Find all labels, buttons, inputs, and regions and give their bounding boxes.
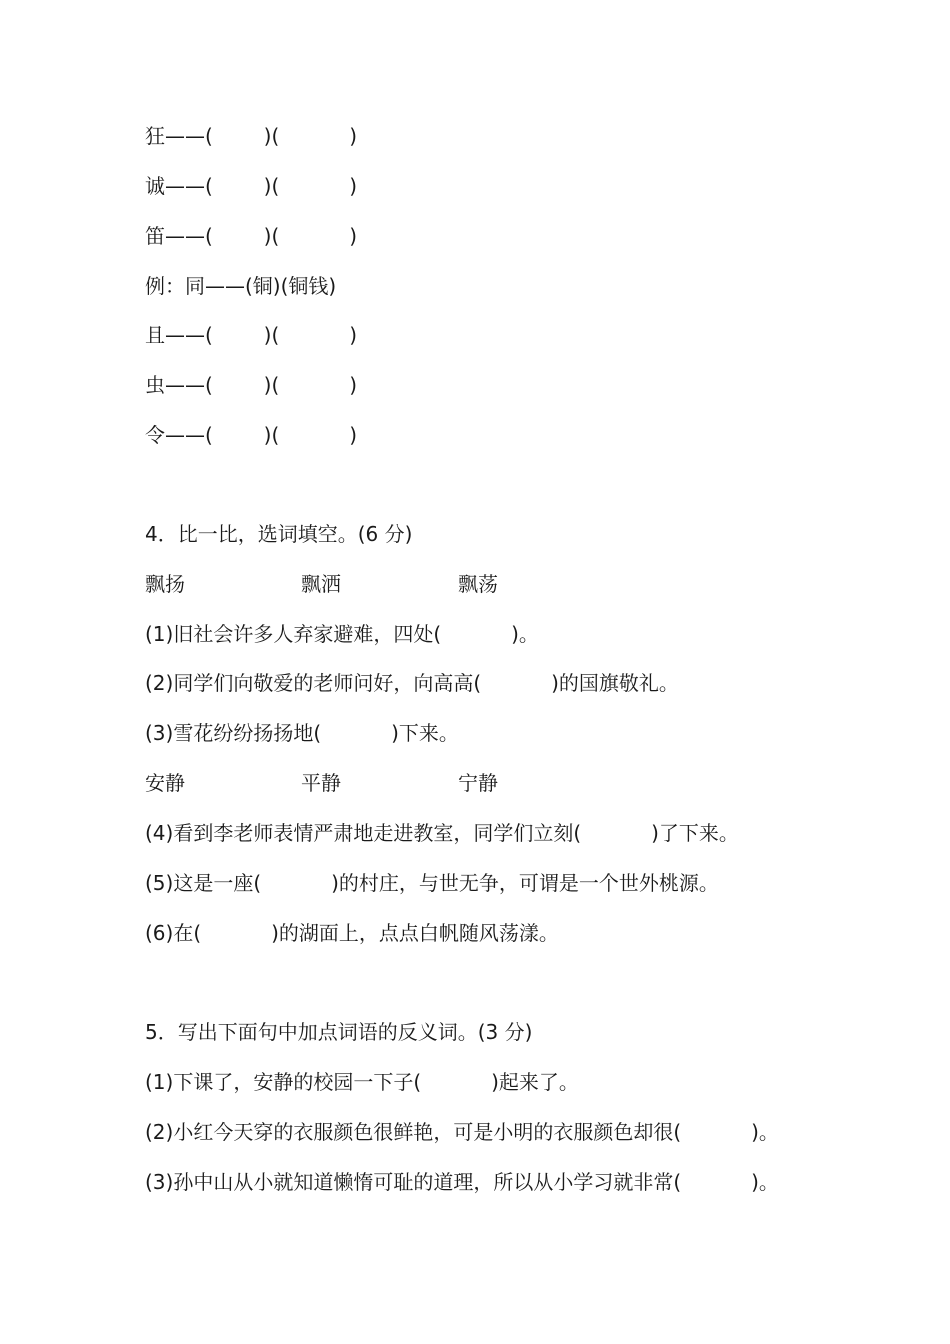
fill-in-item: (6)在( )的湖面上，点点白帆随风荡漾。 [145,921,559,945]
fill-in-item: (1)下课了，安静的校园一下子( )起来了。 [145,1070,579,1094]
fill-in-item: (2)同学们向敬爱的老师问好，向高高( )的国旗敬礼。 [145,671,679,695]
fill-in-item: (4)看到李老师表情严肃地走进教室，同学们立刻( )了下来。 [145,821,739,845]
word-formation-line: 且——( )( ) [145,323,358,347]
word-formation-line: 笛——( )( ) [145,224,358,248]
question-4-heading: 4．比一比，选词填空。(6 分) [145,522,413,546]
word-formation-line: 狂——( )( ) [145,124,358,148]
word-formation-line: 虫——( )( ) [145,373,358,397]
word-option: 安静 [145,771,185,795]
fill-in-item: (3)雪花纷纷扬扬地( )下来。 [145,721,459,745]
fill-in-item: (2)小红今天穿的衣服颜色很鲜艳，可是小明的衣服颜色却很( )。 [145,1120,779,1144]
fill-in-item: (1)旧社会许多人弃家避难，四处( )。 [145,622,539,646]
word-option: 飘扬 [145,572,185,596]
word-formation-line: 令——( )( ) [145,423,358,447]
fill-in-item: (5)这是一座( )的村庄，与世无争，可谓是一个世外桃源。 [145,871,719,895]
question-5-heading: 5．写出下面句中加点词语的反义词。(3 分) [145,1020,533,1044]
fill-in-item: (3)孙中山从小就知道懒惰可耻的道理，所以从小学习就非常( )。 [145,1170,779,1194]
word-option: 平静 [301,771,341,795]
example-line: 例：同——(铜)(铜钱) [145,274,337,298]
word-option: 宁静 [458,771,498,795]
word-option: 飘洒 [301,572,341,596]
word-formation-line: 诚——( )( ) [145,174,358,198]
word-option: 飘荡 [458,572,498,596]
